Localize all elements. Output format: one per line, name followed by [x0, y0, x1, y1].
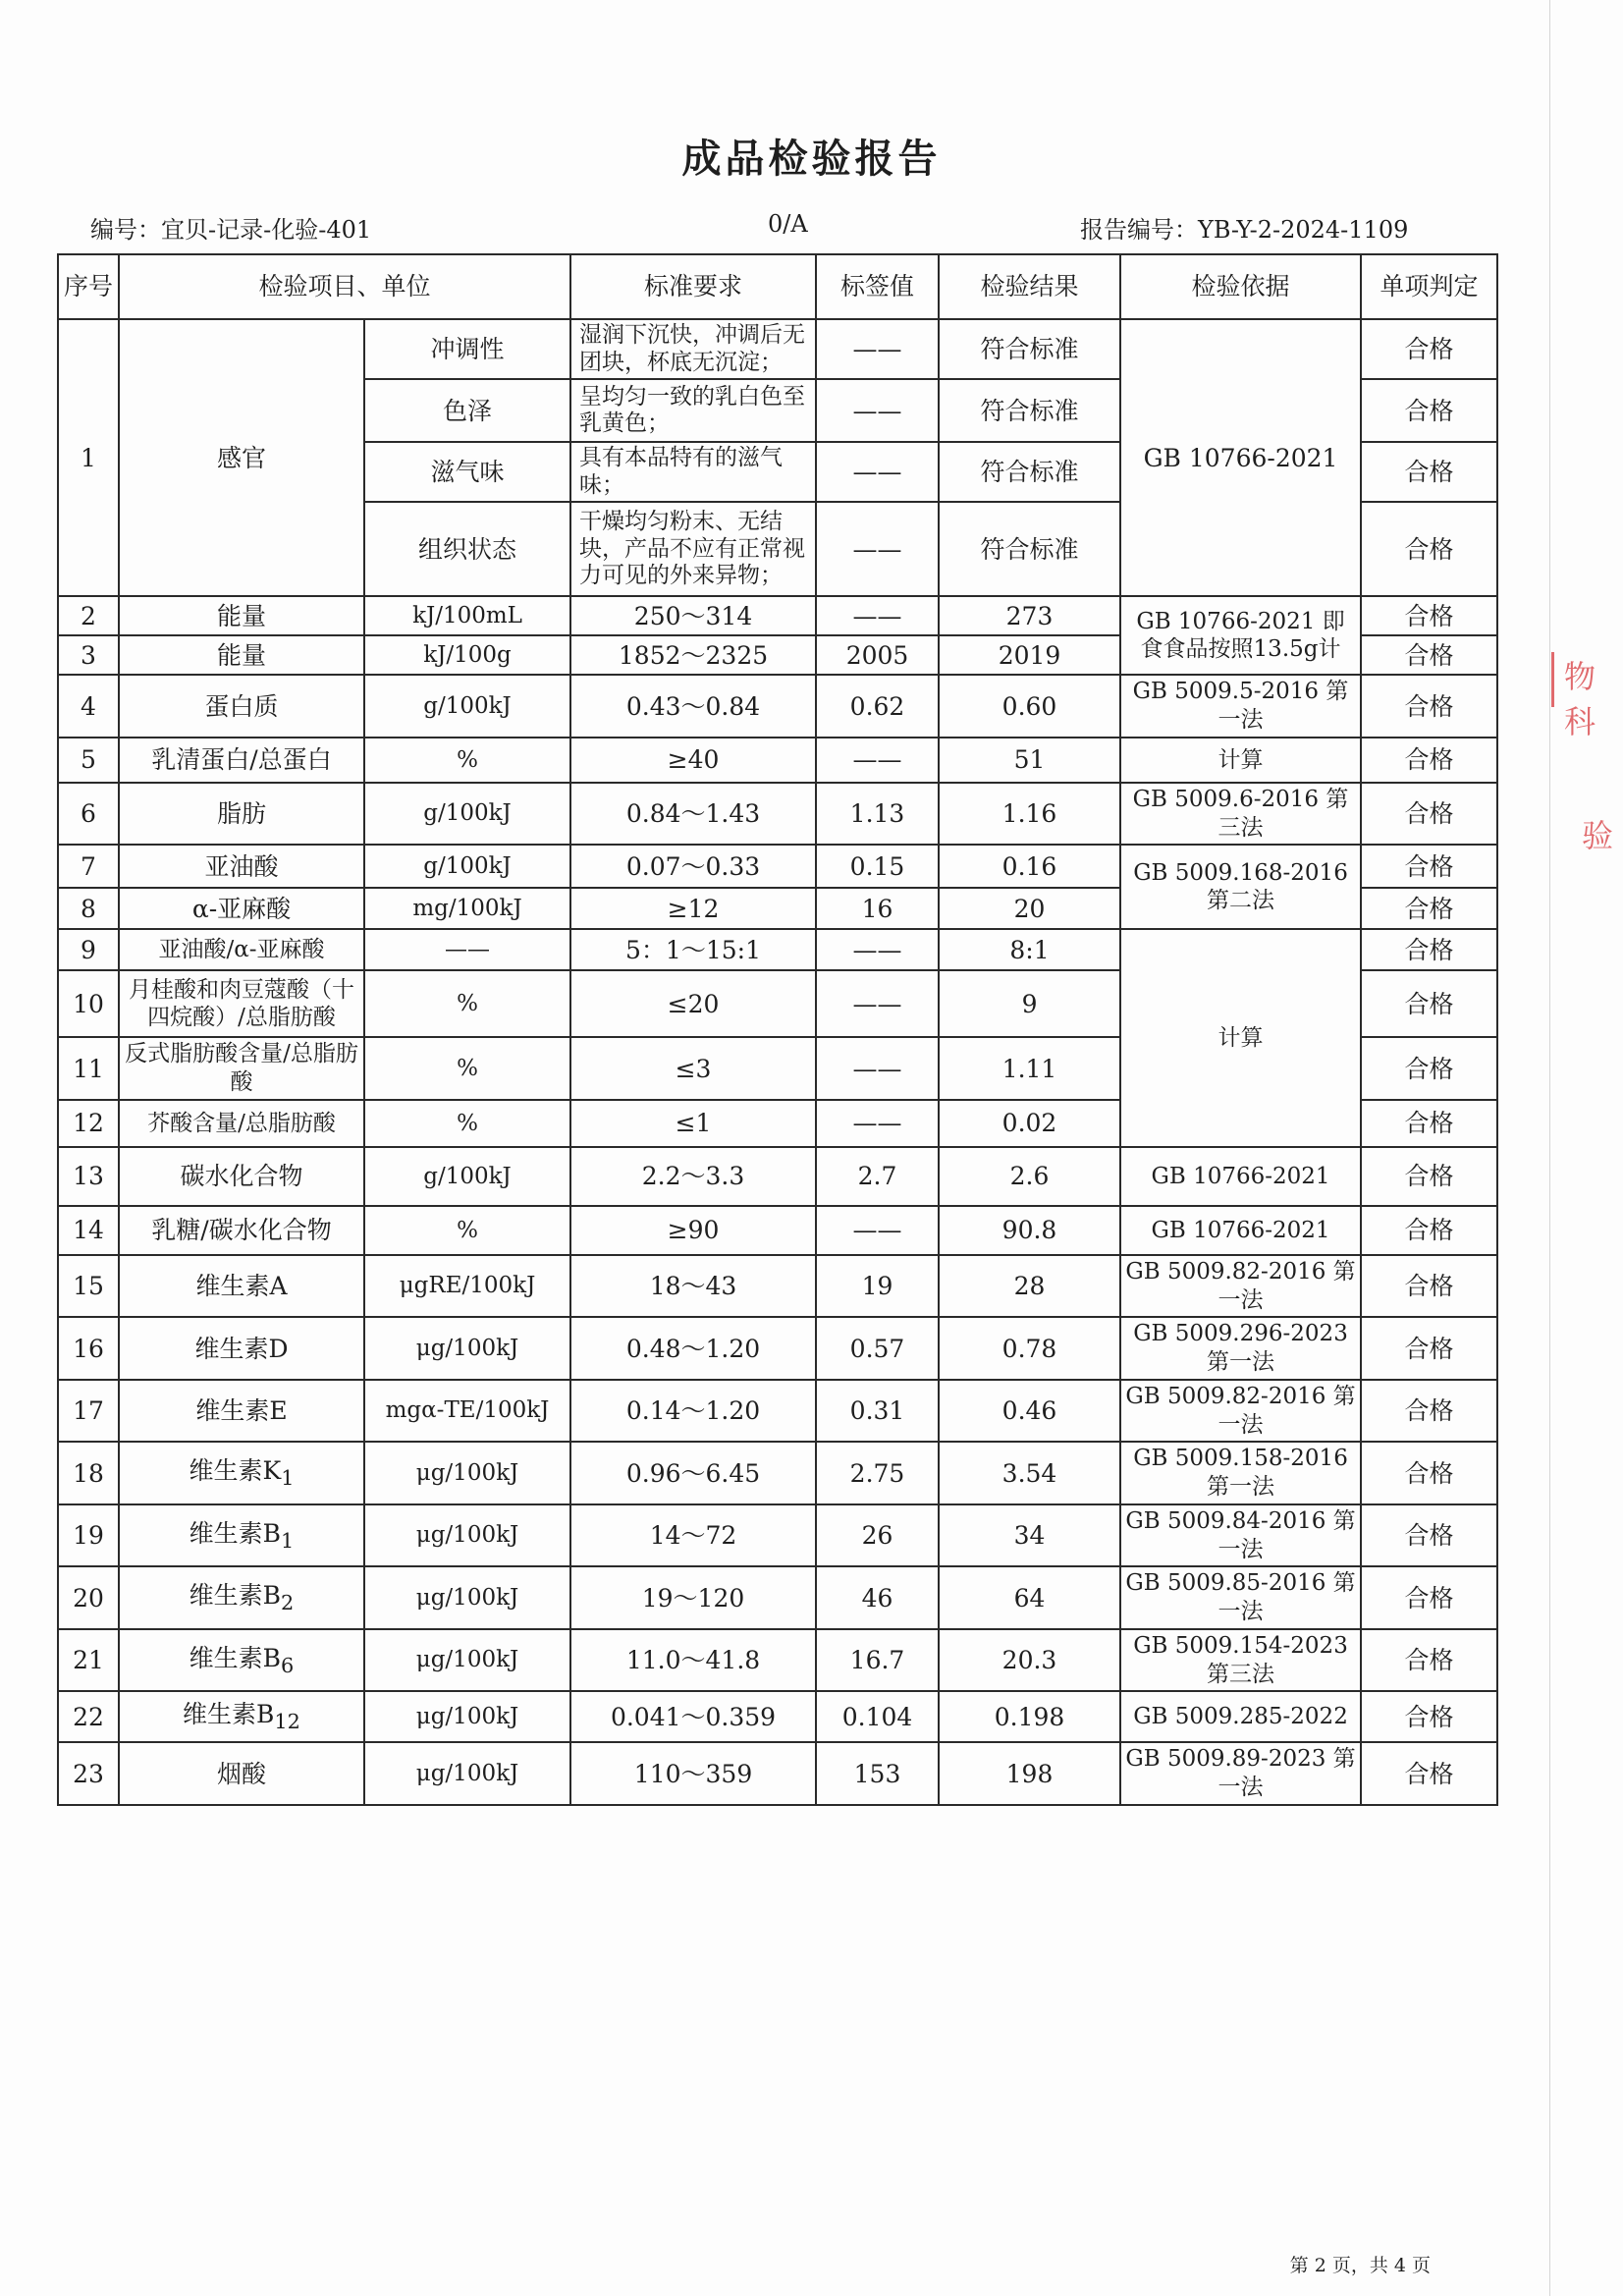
cell-no: 16 [58, 1317, 119, 1380]
col-header: 标签值 [816, 254, 939, 319]
cell-judge: 合格 [1361, 379, 1497, 442]
item-name: 乳清蛋白/总蛋白 [151, 745, 332, 775]
item-name: 亚油酸 [204, 851, 279, 881]
cell-judge: 合格 [1361, 319, 1497, 379]
cell-sub-item: 冲调性 [364, 319, 570, 379]
cell-no: 21 [58, 1629, 119, 1692]
cell-basis: GB 10766-2021 [1120, 1206, 1361, 1255]
cell-req: 0.07～0.33 [570, 845, 816, 888]
cell-req: 呈均匀一致的乳白色至乳黄色； [570, 379, 816, 442]
cell-basis: GB 5009.6-2016 第三法 [1120, 783, 1361, 846]
cell-req: 19～120 [570, 1566, 816, 1629]
cell-result: 34 [939, 1504, 1120, 1567]
cell-label: 1.13 [816, 783, 939, 846]
col-header: 序号 [58, 254, 119, 319]
item-name: 能量 [216, 601, 266, 630]
cell-no: 8 [58, 888, 119, 929]
item-name: 碳水化合物 [180, 1162, 303, 1191]
cell-label: 46 [816, 1566, 939, 1629]
table-row [58, 1629, 1497, 1692]
item-name: 维生素B [189, 1518, 282, 1548]
cell-label: 0.15 [816, 845, 939, 888]
cell-item [119, 675, 364, 738]
item-name: 维生素B [189, 1643, 282, 1672]
cell-unit: μg/100kJ [364, 1504, 570, 1567]
item-subscript: 1 [281, 1466, 295, 1491]
cell-unit: μg/100kJ [364, 1742, 570, 1805]
item-name: 乳糖/碳水化合物 [151, 1216, 332, 1245]
cell-result: 20.3 [939, 1629, 1120, 1692]
cell-no: 15 [58, 1255, 119, 1318]
table-row [58, 1380, 1497, 1443]
cell-judge: 合格 [1361, 1255, 1497, 1318]
cell-req: 0.43～0.84 [570, 675, 816, 738]
cell-req: 0.84～1.43 [570, 783, 816, 846]
cell-category: 感官 [119, 319, 364, 596]
cell-label: —— [816, 738, 939, 783]
cell-basis: GB 10766-2021 即食食品按照13.5g计 [1120, 596, 1361, 675]
table-row [58, 929, 1497, 970]
cell-no: 12 [58, 1100, 119, 1147]
page-number: 第 2 页，共 4 页 [1289, 2255, 1431, 2276]
table-row [58, 1147, 1497, 1206]
cell-unit: g/100kJ [364, 675, 570, 738]
cell-req: ≤20 [570, 970, 816, 1037]
cell-req: ≤3 [570, 1037, 816, 1100]
cell-no: 1 [58, 319, 119, 596]
cell-label: 0.62 [816, 675, 939, 738]
cell-item [119, 1206, 364, 1255]
cell-item [119, 1504, 364, 1567]
item-name: 反式脂肪酸含量/总脂肪酸 [125, 1041, 358, 1096]
cell-unit: mgα-TE/100kJ [364, 1380, 570, 1443]
cell-no: 2 [58, 596, 119, 635]
cell-judge: 合格 [1361, 442, 1497, 502]
cell-item [119, 783, 364, 846]
cell-basis: GB 5009.158-2016 第一法 [1120, 1442, 1361, 1504]
cell-label: 26 [816, 1504, 939, 1567]
cell-item [119, 970, 364, 1037]
cell-judge: 合格 [1361, 929, 1497, 970]
cell-item [119, 845, 364, 888]
cell-basis: GB 5009.296-2023 第一法 [1120, 1317, 1361, 1380]
cell-basis: 计算 [1120, 738, 1361, 783]
cell-req: 2.2～3.3 [570, 1147, 816, 1206]
cell-no: 17 [58, 1380, 119, 1443]
cell-result: 0.02 [939, 1100, 1120, 1147]
cell-label: 0.104 [816, 1691, 939, 1742]
cell-req: ≥90 [570, 1206, 816, 1255]
cell-judge: 合格 [1361, 970, 1497, 1037]
cell-req: 湿润下沉快，冲调后无团块，杯底无沉淀； [570, 319, 816, 379]
cell-label: 16.7 [816, 1629, 939, 1692]
cell-no: 5 [58, 738, 119, 783]
cell-item [119, 1691, 364, 1742]
cell-item [119, 1380, 364, 1443]
cell-label: —— [816, 1037, 939, 1100]
cell-label: —— [816, 502, 939, 596]
cell-req: 具有本品特有的滋气味； [570, 442, 816, 502]
report-number: 报告编号：YB-Y-2-2024-1109 [1080, 216, 1409, 244]
cell-item [119, 888, 364, 929]
cell-basis: GB 5009.5-2016 第一法 [1120, 675, 1361, 738]
item-name: 维生素B [183, 1700, 275, 1729]
cell-no: 19 [58, 1504, 119, 1567]
item-subscript: 1 [281, 1528, 295, 1553]
cell-unit: g/100kJ [364, 1147, 570, 1206]
cell-sub-item: 色泽 [364, 379, 570, 442]
cell-unit: μg/100kJ [364, 1629, 570, 1692]
cell-label: —— [816, 442, 939, 502]
col-header: 标准要求 [570, 254, 816, 319]
cell-no: 13 [58, 1147, 119, 1206]
cell-item [119, 1442, 364, 1504]
item-name: 亚油酸/α-亚麻酸 [158, 937, 325, 962]
cell-label: —— [816, 596, 939, 635]
table-row [58, 1691, 1497, 1742]
cell-label: 2005 [816, 635, 939, 675]
cell-label: —— [816, 319, 939, 379]
cell-label: 153 [816, 1742, 939, 1805]
cell-basis: GB 5009.82-2016 第一法 [1120, 1380, 1361, 1443]
cell-label: 16 [816, 888, 939, 929]
cell-req: 250～314 [570, 596, 816, 635]
cell-req: ≤1 [570, 1100, 816, 1147]
cell-sub-item: 滋气味 [364, 442, 570, 502]
record-number: 编号：宜贝-记录-化验-401 [90, 216, 372, 244]
col-header: 检验结果 [939, 254, 1120, 319]
cell-result: 1.11 [939, 1037, 1120, 1100]
cell-label: 19 [816, 1255, 939, 1318]
cell-basis: GB 5009.89-2023 第一法 [1120, 1742, 1361, 1805]
cell-basis: 计算 [1120, 929, 1361, 1147]
red-stamp-fragment: 验 [1581, 817, 1613, 854]
item-name: α-亚麻酸 [191, 894, 292, 923]
cell-label: —— [816, 379, 939, 442]
cell-req: 110～359 [570, 1742, 816, 1805]
item-subscript: 2 [281, 1591, 295, 1615]
cell-unit: % [364, 738, 570, 783]
cell-no: 6 [58, 783, 119, 846]
table-row [58, 1504, 1497, 1567]
cell-unit: μgRE/100kJ [364, 1255, 570, 1318]
cell-judge: 合格 [1361, 596, 1497, 635]
cell-result: 64 [939, 1566, 1120, 1629]
item-name: 芥酸含量/总脂肪酸 [147, 1110, 336, 1136]
cell-basis: GB 5009.85-2016 第一法 [1120, 1566, 1361, 1629]
col-header: 检验项目、单位 [119, 254, 570, 319]
item-subscript: 6 [281, 1653, 295, 1677]
cell-unit: —— [364, 929, 570, 970]
cell-unit: % [364, 1100, 570, 1147]
item-name: 维生素E [195, 1396, 288, 1425]
cell-item [119, 929, 364, 970]
cell-req: 1852～2325 [570, 635, 816, 675]
cell-judge: 合格 [1361, 1629, 1497, 1692]
table-row [58, 783, 1497, 846]
cell-judge: 合格 [1361, 502, 1497, 596]
cell-unit: μg/100kJ [364, 1691, 570, 1742]
cell-basis: GB 10766-2021 [1120, 1147, 1361, 1206]
cell-result: 273 [939, 596, 1120, 635]
cell-label: —— [816, 929, 939, 970]
cell-no: 7 [58, 845, 119, 888]
table-row [58, 845, 1497, 888]
cell-unit: % [364, 970, 570, 1037]
cell-no: 14 [58, 1206, 119, 1255]
cell-unit: μg/100kJ [364, 1566, 570, 1629]
table-row [58, 1442, 1497, 1504]
cell-no: 22 [58, 1691, 119, 1742]
cell-judge: 合格 [1361, 1504, 1497, 1567]
cell-result: 9 [939, 970, 1120, 1037]
cell-item [119, 1317, 364, 1380]
cell-result: 0.198 [939, 1691, 1120, 1742]
inspection-table [57, 253, 1498, 1806]
cell-judge: 合格 [1361, 1566, 1497, 1629]
cell-label: 2.75 [816, 1442, 939, 1504]
cell-judge: 合格 [1361, 738, 1497, 783]
cell-sub-item: 组织状态 [364, 502, 570, 596]
cell-req: 0.041～0.359 [570, 1691, 816, 1742]
item-name: 能量 [216, 640, 266, 670]
cell-judge: 合格 [1361, 1100, 1497, 1147]
cell-judge: 合格 [1361, 1317, 1497, 1380]
cell-label: —— [816, 970, 939, 1037]
cell-unit: % [364, 1037, 570, 1100]
cell-no: 10 [58, 970, 119, 1037]
cell-judge: 合格 [1361, 1206, 1497, 1255]
cell-basis: GB 10766-2021 [1120, 319, 1361, 596]
cell-no: 18 [58, 1442, 119, 1504]
table-row [58, 675, 1497, 738]
table-row [58, 1742, 1497, 1805]
cell-judge: 合格 [1361, 675, 1497, 738]
cell-result: 符合标准 [939, 319, 1120, 379]
cell-req: 11.0～41.8 [570, 1629, 816, 1692]
cell-result: 1.16 [939, 783, 1120, 846]
item-name: 维生素A [195, 1272, 288, 1300]
cell-label: 0.31 [816, 1380, 939, 1443]
cell-result: 198 [939, 1742, 1120, 1805]
cell-basis: GB 5009.82-2016 第一法 [1120, 1255, 1361, 1318]
cell-result: 2.6 [939, 1147, 1120, 1206]
version: 0/A [768, 210, 808, 238]
cell-unit: g/100kJ [364, 783, 570, 846]
cell-result: 20 [939, 888, 1120, 929]
cell-item [119, 1147, 364, 1206]
cell-result: 符合标准 [939, 379, 1120, 442]
cell-item [119, 1037, 364, 1100]
table-row [58, 738, 1497, 783]
item-name: 维生素K [189, 1456, 282, 1486]
cell-result: 0.46 [939, 1380, 1120, 1443]
cell-judge: 合格 [1361, 1380, 1497, 1443]
header-row [58, 254, 1497, 319]
cell-req: 0.48～1.20 [570, 1317, 816, 1380]
cell-label: —— [816, 1206, 939, 1255]
cell-judge: 合格 [1361, 1147, 1497, 1206]
table-row [58, 319, 1497, 379]
cell-result: 0.60 [939, 675, 1120, 738]
table-row [58, 1317, 1497, 1380]
cell-req: 14～72 [570, 1504, 816, 1567]
cell-unit: kJ/100mL [364, 596, 570, 635]
cell-result: 0.16 [939, 845, 1120, 888]
cell-no: 4 [58, 675, 119, 738]
cell-judge: 合格 [1361, 635, 1497, 675]
cell-no: 9 [58, 929, 119, 970]
cell-unit: μg/100kJ [364, 1442, 570, 1504]
cell-basis: GB 5009.168-2016 第二法 [1120, 845, 1361, 929]
item-name: 脂肪 [216, 799, 266, 828]
cell-item [119, 1255, 364, 1318]
cell-item [119, 596, 364, 635]
cell-judge: 合格 [1361, 845, 1497, 888]
cell-item [119, 1629, 364, 1692]
item-name: 蛋白质 [204, 691, 279, 721]
cell-result: 3.54 [939, 1442, 1120, 1504]
cell-item [119, 635, 364, 675]
table-row [58, 1206, 1497, 1255]
item-name: 月桂酸和肉豆蔻酸（十四烷酸）/总脂肪酸 [129, 976, 354, 1031]
cell-unit: kJ/100g [364, 635, 570, 675]
cell-label: 2.7 [816, 1147, 939, 1206]
cell-no: 11 [58, 1037, 119, 1100]
cell-basis: GB 5009.154-2023 第三法 [1120, 1629, 1361, 1692]
cell-req: ≥40 [570, 738, 816, 783]
cell-unit: g/100kJ [364, 845, 570, 888]
cell-label: 0.57 [816, 1317, 939, 1380]
item-name: 烟酸 [216, 1759, 266, 1788]
cell-item [119, 1566, 364, 1629]
item-subscript: 12 [274, 1710, 300, 1734]
cell-judge: 合格 [1361, 1742, 1497, 1805]
cell-item [119, 1100, 364, 1147]
cell-item [119, 1742, 364, 1805]
cell-req: 5：1～15:1 [570, 929, 816, 970]
page-edge-line [1549, 0, 1550, 2296]
item-name: 维生素B [189, 1581, 282, 1611]
cell-result: 28 [939, 1255, 1120, 1318]
table-row [58, 1566, 1497, 1629]
cell-req: 18～43 [570, 1255, 816, 1318]
red-stamp-fragment: 物科 [1551, 652, 1623, 707]
cell-judge: 合格 [1361, 1442, 1497, 1504]
cell-basis: GB 5009.84-2016 第一法 [1120, 1504, 1361, 1567]
table-row [58, 1255, 1497, 1318]
cell-result: 51 [939, 738, 1120, 783]
col-header: 单项判定 [1361, 254, 1497, 319]
cell-result: 0.78 [939, 1317, 1120, 1380]
cell-judge: 合格 [1361, 1037, 1497, 1100]
cell-result: 符合标准 [939, 502, 1120, 596]
cell-item [119, 738, 364, 783]
cell-no: 23 [58, 1742, 119, 1805]
cell-basis: GB 5009.285-2022 [1120, 1691, 1361, 1742]
cell-unit: % [364, 1206, 570, 1255]
table-row [58, 596, 1497, 635]
cell-judge: 合格 [1361, 888, 1497, 929]
col-header: 检验依据 [1120, 254, 1361, 319]
cell-no: 20 [58, 1566, 119, 1629]
cell-result: 8:1 [939, 929, 1120, 970]
report-title: 成品检验报告 [681, 137, 942, 182]
cell-unit: μg/100kJ [364, 1317, 570, 1380]
cell-judge: 合格 [1361, 783, 1497, 846]
cell-req: 0.96～6.45 [570, 1442, 816, 1504]
cell-req: 干燥均匀粉末、无结块，产品不应有正常视力可见的外来异物； [570, 502, 816, 596]
cell-no: 3 [58, 635, 119, 675]
cell-unit: mg/100kJ [364, 888, 570, 929]
item-name: 维生素D [194, 1334, 289, 1363]
cell-label: —— [816, 1100, 939, 1147]
cell-req: ≥12 [570, 888, 816, 929]
cell-result: 符合标准 [939, 442, 1120, 502]
cell-req: 0.14～1.20 [570, 1380, 816, 1443]
cell-result: 90.8 [939, 1206, 1120, 1255]
cell-judge: 合格 [1361, 1691, 1497, 1742]
cell-result: 2019 [939, 635, 1120, 675]
